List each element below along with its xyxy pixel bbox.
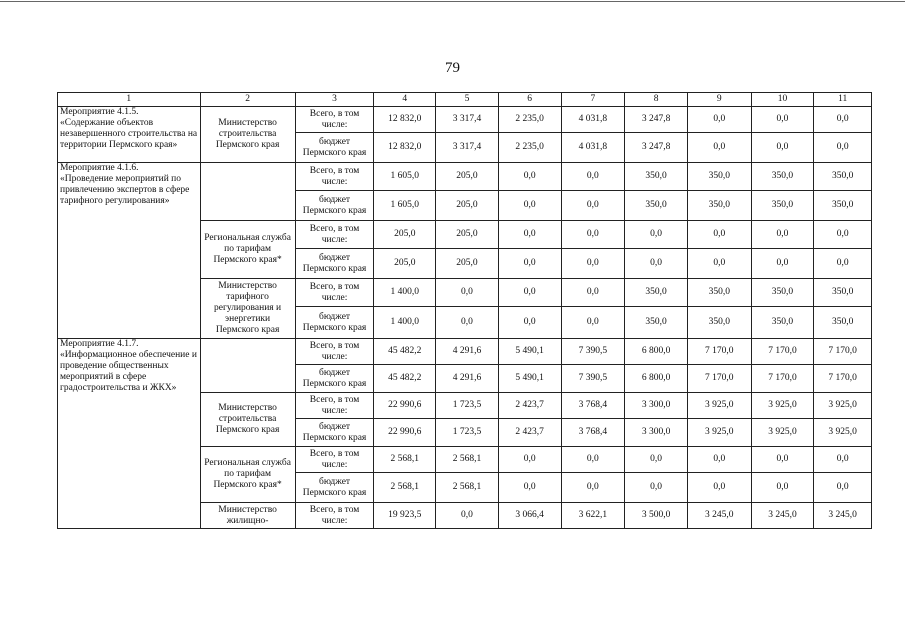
value-cell: 0,0 [687, 107, 751, 133]
value-cell: 0,0 [625, 473, 688, 503]
value-cell: 0,0 [561, 279, 625, 307]
executor-cell: Министерство строительства Пермского края [200, 393, 295, 447]
value-cell: 3 768,4 [561, 393, 625, 419]
value-cell: 3 768,4 [561, 419, 625, 447]
value-cell: 3 247,8 [625, 107, 688, 133]
value-cell: 3 245,0 [814, 503, 872, 529]
value-cell: 22 990,6 [374, 393, 436, 419]
table-row [58, 163, 872, 191]
funding-type-cell: Всего, в том числе: [295, 107, 374, 133]
value-cell: 350,0 [751, 191, 814, 221]
value-cell: 7 170,0 [687, 365, 751, 393]
value-cell: 350,0 [814, 163, 872, 191]
value-cell: 2 568,1 [436, 473, 499, 503]
value-cell: 350,0 [687, 307, 751, 339]
value-cell: 350,0 [751, 163, 814, 191]
value-cell: 3 925,0 [814, 419, 872, 447]
value-cell: 3 300,0 [625, 419, 688, 447]
header-cell: 1 [58, 93, 201, 107]
header-cell: 6 [498, 93, 561, 107]
value-cell: 205,0 [436, 191, 499, 221]
funding-type-cell: Всего, в том числе: [295, 447, 374, 473]
value-cell: 1 605,0 [374, 191, 436, 221]
value-cell: 0,0 [561, 307, 625, 339]
value-cell: 0,0 [751, 447, 814, 473]
value-cell: 350,0 [814, 307, 872, 339]
value-cell: 0,0 [687, 221, 751, 249]
measure-title: Мероприятие 4.1.5. «Содержание объектов незавершенного строительства на территории Пермского края» [58, 107, 201, 163]
value-cell: 2 423,7 [498, 419, 561, 447]
value-cell: 350,0 [751, 279, 814, 307]
value-cell: 2 568,1 [374, 473, 436, 503]
executor-cell: Министерство тарифного регулирования и энергетики Пермского края [200, 279, 295, 339]
value-cell: 350,0 [814, 279, 872, 307]
value-cell: 5 490,1 [498, 339, 561, 365]
funding-type-cell: Всего, в том числе: [295, 163, 374, 191]
value-cell: 3 245,0 [687, 503, 751, 529]
executor-cell: Министерство жилищно- [200, 503, 295, 529]
header-cell: 5 [436, 93, 499, 107]
value-cell: 350,0 [814, 191, 872, 221]
value-cell: 3 925,0 [687, 393, 751, 419]
value-cell: 3 925,0 [814, 393, 872, 419]
value-cell: 5 490,1 [498, 365, 561, 393]
value-cell: 0,0 [751, 107, 814, 133]
executor-cell: Региональная служба по тарифам Пермского края* [200, 221, 295, 279]
value-cell: 0,0 [751, 221, 814, 249]
value-cell: 12 832,0 [374, 107, 436, 133]
value-cell: 7 170,0 [751, 339, 814, 365]
value-cell: 3 925,0 [751, 393, 814, 419]
value-cell: 3 317,4 [436, 133, 499, 163]
executor-cell: Региональная служба по тарифам Пермского края* [200, 447, 295, 503]
value-cell: 0,0 [561, 447, 625, 473]
value-cell: 0,0 [561, 221, 625, 249]
value-cell: 2 568,1 [436, 447, 499, 473]
value-cell: 350,0 [625, 279, 688, 307]
value-cell: 205,0 [436, 249, 499, 279]
executor-cell [200, 163, 295, 221]
page-number: 79 [445, 60, 460, 76]
value-cell: 0,0 [436, 307, 499, 339]
value-cell: 19 923,5 [374, 503, 436, 529]
funding-type-cell: бюджет Пермского края [295, 473, 374, 503]
value-cell: 2 235,0 [498, 133, 561, 163]
value-cell: 350,0 [625, 307, 688, 339]
value-cell: 7 390,5 [561, 339, 625, 365]
value-cell: 2 235,0 [498, 107, 561, 133]
funding-type-cell: Всего, в том числе: [295, 221, 374, 249]
value-cell: 0,0 [498, 163, 561, 191]
table-row [58, 107, 872, 133]
value-cell: 0,0 [687, 249, 751, 279]
value-cell: 7 170,0 [814, 339, 872, 365]
header-cell: 3 [295, 93, 374, 107]
funding-type-cell: бюджет Пермского края [295, 249, 374, 279]
value-cell: 0,0 [436, 279, 499, 307]
value-cell: 3 245,0 [751, 503, 814, 529]
value-cell: 0,0 [561, 163, 625, 191]
value-cell: 0,0 [498, 279, 561, 307]
value-cell: 3 317,4 [436, 107, 499, 133]
value-cell: 0,0 [687, 473, 751, 503]
value-cell: 0,0 [814, 133, 872, 163]
value-cell: 0,0 [814, 473, 872, 503]
value-cell: 0,0 [498, 221, 561, 249]
value-cell: 7 170,0 [687, 339, 751, 365]
funding-type-cell: бюджет Пермского края [295, 419, 374, 447]
value-cell: 0,0 [814, 249, 872, 279]
header-cell: 4 [374, 93, 436, 107]
executor-cell [200, 339, 295, 393]
value-cell: 0,0 [625, 447, 688, 473]
header-cell: 2 [200, 93, 295, 107]
value-cell: 4 031,8 [561, 107, 625, 133]
value-cell: 350,0 [625, 191, 688, 221]
value-cell: 0,0 [751, 473, 814, 503]
table-body [58, 93, 872, 529]
header-cell: 7 [561, 93, 625, 107]
value-cell: 3 925,0 [751, 419, 814, 447]
budget-table [57, 92, 872, 529]
value-cell: 205,0 [436, 221, 499, 249]
funding-type-cell: бюджет Пермского края [295, 307, 374, 339]
value-cell: 2 423,7 [498, 393, 561, 419]
measure-title: Мероприятие 4.1.7. «Информационное обеспечение и проведение общественных мероприятий в сфере градостроительства и ЖКХ» [58, 339, 201, 529]
header-cell: 10 [751, 93, 814, 107]
value-cell: 0,0 [751, 249, 814, 279]
funding-type-cell: Всего, в том числе: [295, 339, 374, 365]
value-cell: 0,0 [687, 133, 751, 163]
value-cell: 0,0 [625, 249, 688, 279]
funding-type-cell: бюджет Пермского края [295, 133, 374, 163]
value-cell: 0,0 [751, 133, 814, 163]
value-cell: 350,0 [687, 279, 751, 307]
value-cell: 2 568,1 [374, 447, 436, 473]
value-cell: 1 400,0 [374, 279, 436, 307]
value-cell: 0,0 [814, 447, 872, 473]
table-row [58, 339, 872, 365]
executor-cell: Министерство строительства Пермского края [200, 107, 295, 163]
value-cell: 12 832,0 [374, 133, 436, 163]
value-cell: 0,0 [561, 191, 625, 221]
value-cell: 1 605,0 [374, 163, 436, 191]
value-cell: 3 300,0 [625, 393, 688, 419]
value-cell: 205,0 [374, 249, 436, 279]
value-cell: 0,0 [498, 191, 561, 221]
value-cell: 0,0 [498, 307, 561, 339]
top-border-line [0, 1, 905, 2]
value-cell: 4 291,6 [436, 365, 499, 393]
value-cell: 7 170,0 [814, 365, 872, 393]
value-cell: 1 723,5 [436, 419, 499, 447]
value-cell: 3 925,0 [687, 419, 751, 447]
value-cell: 7 170,0 [751, 365, 814, 393]
value-cell: 350,0 [751, 307, 814, 339]
funding-type-cell: Всего, в том числе: [295, 393, 374, 419]
value-cell: 4 031,8 [561, 133, 625, 163]
value-cell: 3 500,0 [625, 503, 688, 529]
measure-title: Мероприятие 4.1.6. «Проведение мероприятий по привлечению экспертов в сфере тарифного регулирования» [58, 163, 201, 339]
value-cell: 45 482,2 [374, 339, 436, 365]
value-cell: 7 390,5 [561, 365, 625, 393]
header-cell: 8 [625, 93, 688, 107]
value-cell: 6 800,0 [625, 365, 688, 393]
value-cell: 3 066,4 [498, 503, 561, 529]
value-cell: 0,0 [498, 249, 561, 279]
funding-type-cell: бюджет Пермского края [295, 365, 374, 393]
header-cell: 11 [814, 93, 872, 107]
value-cell: 205,0 [374, 221, 436, 249]
value-cell: 205,0 [436, 163, 499, 191]
value-cell: 350,0 [625, 163, 688, 191]
value-cell: 22 990,6 [374, 419, 436, 447]
header-cell: 9 [687, 93, 751, 107]
value-cell: 4 291,6 [436, 339, 499, 365]
value-cell: 0,0 [561, 249, 625, 279]
value-cell: 350,0 [687, 191, 751, 221]
value-cell: 3 622,1 [561, 503, 625, 529]
value-cell: 3 247,8 [625, 133, 688, 163]
value-cell: 6 800,0 [625, 339, 688, 365]
table-header-row [58, 93, 872, 107]
value-cell: 0,0 [498, 473, 561, 503]
value-cell: 0,0 [625, 221, 688, 249]
value-cell: 0,0 [561, 473, 625, 503]
value-cell: 0,0 [814, 107, 872, 133]
value-cell: 0,0 [814, 221, 872, 249]
value-cell: 0,0 [498, 447, 561, 473]
value-cell: 45 482,2 [374, 365, 436, 393]
funding-type-cell: Всего, в том числе: [295, 279, 374, 307]
value-cell: 1 723,5 [436, 393, 499, 419]
value-cell: 0,0 [436, 503, 499, 529]
value-cell: 0,0 [687, 447, 751, 473]
funding-type-cell: бюджет Пермского края [295, 191, 374, 221]
funding-type-cell: Всего, в том числе: [295, 503, 374, 529]
value-cell: 350,0 [687, 163, 751, 191]
value-cell: 1 400,0 [374, 307, 436, 339]
